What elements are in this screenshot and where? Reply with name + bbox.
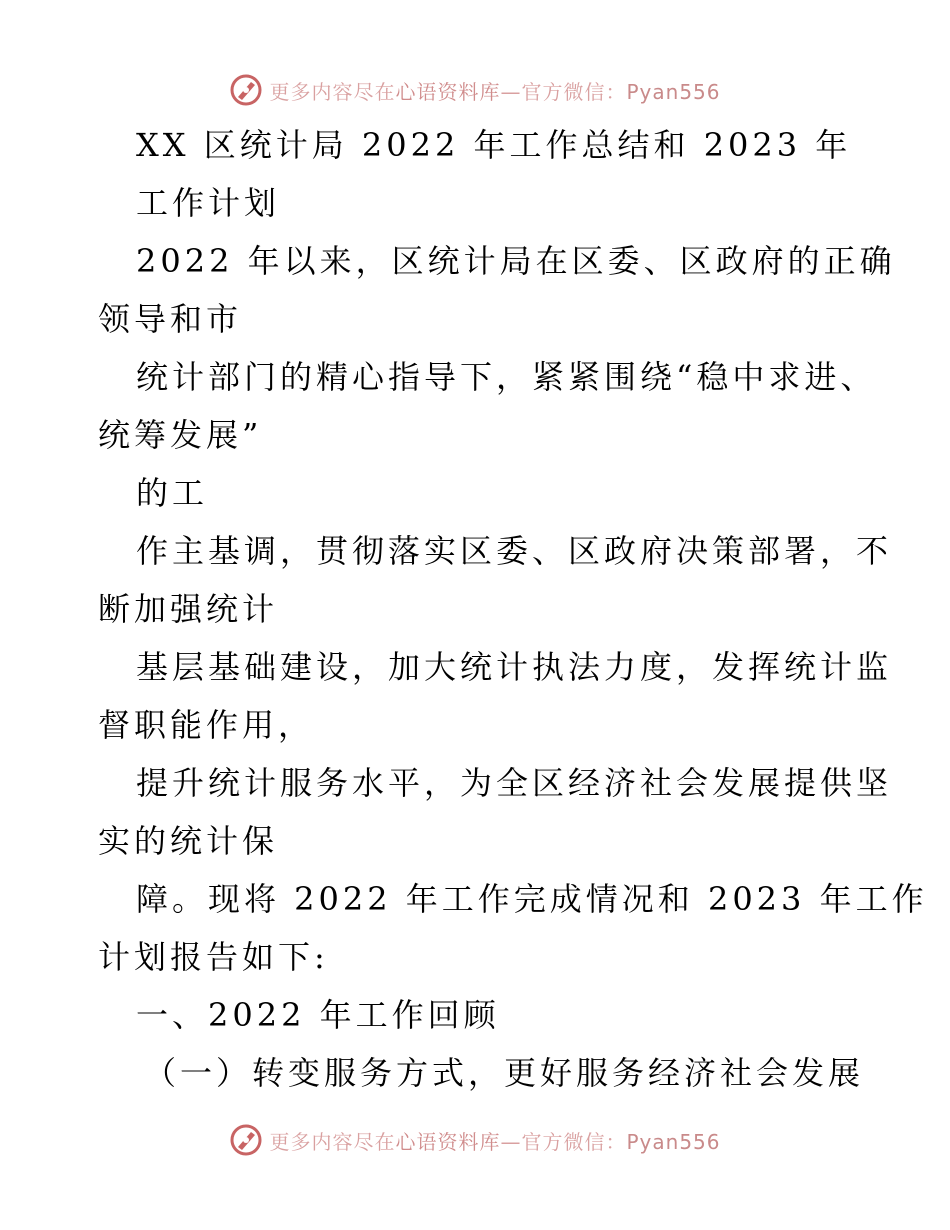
paragraph-line: 断加强统计 (98, 590, 279, 628)
watermark-text: 更多内容尽在心语资料库—官方微信：Pyan556 (269, 79, 721, 104)
paragraph-line: 基层基础建设，加大统计执法力度，发挥统计监 (136, 648, 893, 686)
footer-watermark (0, 1120, 950, 1160)
paragraph-line: 实的统计保 (98, 822, 279, 860)
paragraph-line: 领导和市 (98, 300, 243, 338)
pen-logo-icon (229, 1123, 263, 1157)
section-heading: 一、2022 年工作回顾 (136, 996, 500, 1034)
pen-logo-icon (229, 73, 263, 107)
paragraph-line: 计划报告如下: (98, 938, 329, 976)
document-title-line-1: XX 区统计局 2022 年工作总结和 2023 年 (136, 126, 852, 164)
header-watermark (0, 70, 950, 110)
paragraph-line: 的工 (136, 474, 209, 512)
paragraph-line: 督职能作用， (98, 706, 315, 744)
paragraph-line: 统筹发展” (98, 416, 263, 454)
paragraph-line: 统计部门的精心指导下，紧紧围绕“稳中求进、 (136, 358, 877, 396)
paragraph-line: 2022 年以来，区统计局在区委、区政府的正确 (136, 242, 896, 280)
subsection-heading: （一）转变服务方式，更好服务经济社会发展 (144, 1054, 865, 1092)
paragraph-line: 障。现将 2022 年工作完成情况和 2023 年工作 (136, 880, 928, 918)
paragraph-line: 提升统计服务水平，为全区经济社会发展提供坚 (136, 764, 893, 802)
document-title-line-2: 工作计划 (136, 184, 281, 222)
paragraph-line: 作主基调，贯彻落实区委、区政府决策部署，不 (136, 532, 893, 570)
watermark-text: 更多内容尽在心语资料库—官方微信：Pyan556 (269, 1129, 721, 1154)
